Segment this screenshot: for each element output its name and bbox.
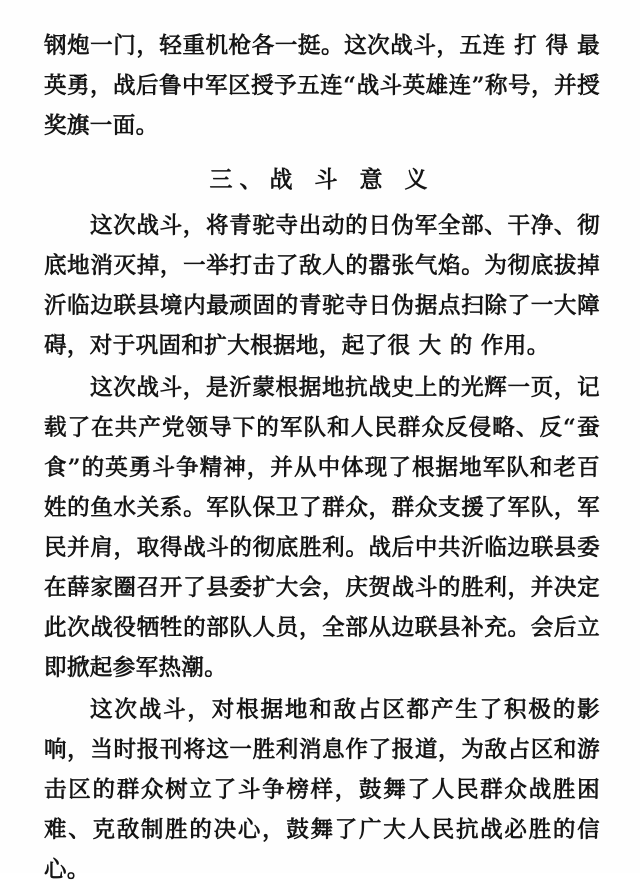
paragraph-continuation: 钢炮一门，轻重机枪各一挺。这次战斗，五连 打 得 最英勇，战后鲁中军区授予五连“战斗英雄连”称号，并授奖旗一面。 [44,33,600,139]
paragraph-2: 这次战斗，是沂蒙根据地抗战史上的光辉一页，记载了在共产党领导下的军队和人民群众反侵略、反“蚕食”的英勇斗争精神，并从中体现了根据地军队和老百姓的鱼水关系。军队保卫了群众，群众支援了军队，军民并肩，取得战斗的彻底胜利。战后中共沂临边联县委在薛家圈召开了县委扩大会，庆贺战斗的胜利，并决定此次战役牺牲的部队人员，全部从边联县补充。会后立即掀起参军热潮。 [44,375,600,681]
paragraph-1: 这次战斗，将青驼寺出动的日伪军全部、干净、彻底地消灭掉，一举打击了敌人的嚣张气焰。为彻底拔掉沂临边联县境内最顽固的青驼寺日伪据点扫除了一大障碍，对于巩固和扩大根据地，起了很 大 的 作用。 [44,213,600,359]
paragraph-3: 这次战斗，对根据地和敌占区都产生了积极的影响，当时报刊将这一胜利消息作了报道，为敌占区和游击区的群众树立了斗争榜样，鼓舞了人民群众战胜困难、克敌制胜的决心，鼓舞了广大人民抗战必胜的信心。 [44,697,600,883]
section-heading: 三、战 斗 意 义 [209,166,435,193]
